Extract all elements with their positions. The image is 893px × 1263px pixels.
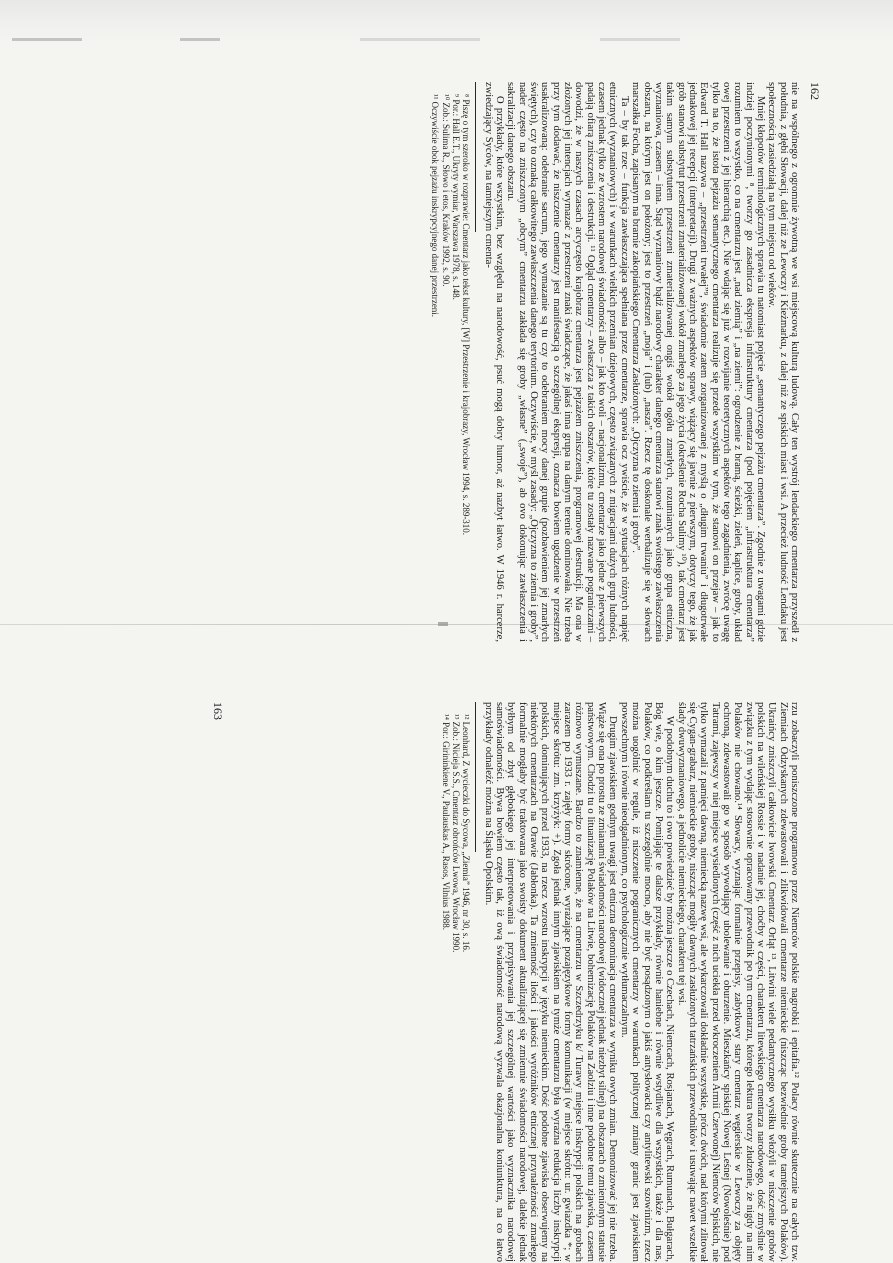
footnotes [430, 82, 471, 642]
paragraph: Ta – by tak rzec – funkcja zawłaszczająca spełniana przez cmentarze, sprawia ocz ywiście, że w sytuacjach różnych napięć etnicznych (wyznaniowych) i w warunkach wielkich przemian dziejowych, często związanych z migracjami dużych grup ludności, czasem jednak tylko ze wzrostem narodowej świadomości albo – jak kto woli – nacjonalizmu, cmentarze jako jedne z pierwszych padają ofiarą zniszczenia i destrukcji. ¹¹ Ogląd cmentarzy – zwłaszcza z takich obszarów, które tu zostały nazwane pograniczami – dowodzi, że w naszych czasach arcyczęsto krajobraz cmentarza jest pejzażem zniszczenia, programowej destrukcji. Ma ona w złożonych jej intencjach wymazać z przestrzeni znaki świadczące, że jakaś inna grupa na danym terenie dominowała. Nie trzeba przy tym dodawać, że niszczenie cmentarzy jest manifestacją o szczególnej ekspresji, oznacza bowiem ugodzenie w przestrzeń usakralizowaną: odebranie sacrum, jego wymazanie są tu czy to odebraniem mocy danej grupie (pozbawieniem jej zmarłych świętych), czy to oznaką całkowitego zawłaszczenia danego terytorium. Oczywiście, w myśl zasady: „Ojczyzna to ziemia i groby”, nader często na zniszczonym „obcym” cmentarzu zakłada się groby „własne” („swoje”), ab ovo dokonując zawłaszczenia i sakralizacji danego obszaru. [505, 82, 630, 642]
footnote: ⁸ Piszę o tym szeroko w rozprawie: Cmentarz jako tekst kultury, [W] Przestrzenie i krajobrazy, Wrocław 1994, s. 289-310. [461, 94, 472, 536]
paragraph: W podobnym duchu to i owo powiedzieć by można jeszcze o Czechach, Niemcach, Rosjanach, Węgrach, Rumunach, Bułgarach, Bóg wie, o kim jeszcze. Pomijając te dalsze przykłady, równie haniebne i równie wstydliwe dla wszystkich, także i dla nas, Polaków, co podkreślam tu szczególnie mocno, aby nie być posądzonym o jakiś antysłowacki czy antylitewski szowinizm, rzecz można uogólnić w regule, iż niszczenie pogranicznych cmentarzy w warunkach politycznej zmiany granic jest zjawiskiem powszechnym i równie nieodgadnionym, co psychologicznie wytłumaczalnym. [618, 702, 676, 1262]
paragraph: Mniej kłopotów terminologicznych sprawia tu natomiast pojęcie „semantyczego pejzażu cmentarza”. Zgodnie z uwagami gdzie indziej poczynionymi ⁸, tworzy go zasadnicza ekspresja infrastruktury cmentarza (pod pojęciem „infrastruktura cmentarza” rozumiem to wszystko, co na cmentarzu jest „nad ziemią” i „na ziemi”: ogrodzenie z bramą, ścieżki, zieleń, kaplice, groby, układ owej przestrzeni z jej hierarchią etc.). Nie wdając się już w rozwijanie teoretycznych aspektów tego zagadnienia, zwrócę uwagę tylko na to, że istota pejzażu semantycznego cmentarza realizuje się przede wszystkim w tym, że stanowi on przejaw – jak to Edward T. Hall nazywa – „przestrzeni trwałej”⁹, świadomie zatem zorganizowanej z myślą o „długim trwaniu” i długotrwałe jednakowej jej recepcji (interpretacji). Drugi z ważnych aspektów sprawy, wiążący się jawnie z pierwszym, dotyczy tego, że jak grób stanowi substytut przestrzeni zmaterializowanej wokół zmarłego za jego życia (określenie Rocha Sulimy ¹⁰), tak cmentarz jest takim samym substytutem przestrzeni zmaterializowanej ongiś wokół ogółu zmarłych, rozumianych jako grupa etniczna, wyznaniowa, czasem – inna. Stąd wyznaniowy bądź narodowy charakter danego cmentarza stanowi znak swoistego zawłaszczenia obszaru, na którym jest on położony; jest to przestrzeń „moja” i (lub) „nasza”. Rzecz tę doskonale werbalizuje się w słowach marszałka Focha, zapisanym na bramie zakopiańskiego Cmentarza Zasłużonych: „Ojczyzna to ziemia i groby”. [630, 82, 766, 642]
page-number: 163 [211, 702, 225, 720]
page-body [430, 82, 800, 642]
paragraph: rzu zobaczyli poniszczone programowo przez Niemców polskie nagrobki i epitafia.¹² Polacy równie skutecznie na całych tzw. Ziemiach Odzyskanych zdewastowali i zlikwidowali cmentarze niemieckie (niszcząc bezwiednie groby tamtejszych Polaków). Ukraińcy zniszczyli całkowicie lwowski Cmentarz Orląt ¹³, Litwini wiele pedantycznego wysiłku włożyli w niszczenie grobów polskich na wileńskiej Rossie i w nadanie jej, choćby w części, charakteru litewskiego cmentarza narodowego, dość zmyślnie w związku z tym wydając stosownie opracowany przewodnik po tym cmentarzu, którego lektura tworzy złudzenie, że nigdy na nim Polaków nie chowano.¹⁴ Słowacy, wyznając formalnie przepisy, zabytkowy stary cmentarz węgierskie w Lewoczy za objęty ochroną, zdewastowali go w sposób wywołujący ubolewanie i oburzenie. Mieszkańcy spiskiej Nowej Leśnej (Nowoleśnie) pod Tatrami, zajęwszy w niej miejsce wysiedlonych (część z nich uciekła przed wkroczeniem Armii Czerwonej) Niemców Spiskich, nie tylko wymazali z pamięci dawną, niemiecką nazwę wsi, ale wykarczowali dokładnie wszystkie, prócz dwóch, nad którymi zlitował się Cygan-grabarz, niemieckie groby, niszcząc mogiły dawnych zasłużonych tatrzańskich przewodników i usuwając nawet wszelkie ślady dwuwyznaniowego, a jednolicie niemieckiego, charakteru tej wsi. [675, 702, 800, 1262]
book-page-162 [0, 82, 822, 642]
page-number: 162 [808, 82, 822, 100]
scan-artifact [600, 38, 680, 41]
footnote: ¹³ Zob.: Nicieja S.S., Cmentarz obrońców Lwowa, Wrocław 1990. [451, 714, 462, 953]
paragraph: O przykłady, które wszystkim, bez względu na narodowość, psuć mogą dobry humor, aż nazbyt łatwo. W 1946 r. harcerze, zwiedzający Syców, na tamtejszym cmenta- [482, 82, 506, 642]
footnote: ¹¹ Oczywiście obok pejzażu inskrypcyjnego danej przestrzeni. [430, 94, 441, 318]
footnotes [440, 702, 471, 1262]
book-page-163 [0, 702, 800, 1262]
footnote: ¹² Leonhard, Z wycieczki do Sycowa, „Ziemia” 1946, nr 30, s. 16. [461, 714, 472, 953]
footnote-separator [475, 82, 476, 232]
footnote-separator [475, 702, 476, 852]
paragraph: nie na wspólnego z ogromnie żywotną we wsi miejscową kulturą ludową. Cały ten wystrój lendackiego cmentarza przyszedł z południa, z głębi Słowacji, dalej niż ze Lewoczy i Kieżmarku, z dalej niż ze spiskich miast i wsi. A przecież ludność Lendaku jest społecznością zasiedziałą na tym miejscu od wieków. [766, 82, 800, 642]
scan-artifact [360, 38, 480, 41]
footnote: ¹⁴ Por.: Girininkiene V., Paulauskas A., Rasos, Vilnius 1988. [440, 714, 451, 931]
scan-artifact [12, 38, 82, 41]
paragraph: Drugim zjawiskiem godnym uwagi jest etniczna denominacja cmentarza w wyniku owych zmian. Demonizować jej nie trzeba. Wiąże się ona po prostu ze zmianami świadomości narodowej (widocznej jednak niezbyt silnej) na obszarach o zmienionym statusie państwowym. Chodzi tu o lituanizację Polaków na Litwie, bohemizację Polaków na Zaolziu i inne podobne temu zjawiska, czasem różnowo wymuszane. Bardzo to znamienne, że na cmentarzu w Szczedrzyku k/ Turawy miejsce inskrypcji polskich na grobach zarazem po 1933 r. zajęły formy skrócone, wyrażające pozajęzykowe formy komunikacji (w miejsce skrótu: ur. gwiazdka *; w miejsce skrótu: zm. krzyżyk: +). Zgoła jednak innym zjawiskiem na tymże cmentarzu była wyraźna redukcja liczby inskrypcji polskich, dominujących przed 1933, na rzecz wzrostu inskrypcji w języku niemieckim. Dość podobne zjawiska obserwujemy na niektórych cmentarzach na Orawie (Jabłonka). Ta zmienność ilości i jakości wyróżników etnicznej przynależności zmarłego formalnie mogłaby być traktowana jako swoisty dokument aktualizującej się zmiennie świadomości narodowej, dalekie jednak byłbym od zbyt głębokiego jej interpretowania i przypisywania jej szczególnej wartości jako wyznacznika narodowej samoświadomości. Bywa bowiem często tak, iż ową świadomość narodową wyzwala okazjonalna koniunktura, na co łatwo przykłady odnaleźć można na Śląsku Opolskim. [482, 702, 619, 1262]
scan-artifact [180, 38, 220, 41]
footnote: ¹⁰ Zob.: Sulima R., Słowo i etos, Kraków 1992, s. 90. [440, 94, 451, 287]
footnote: ⁹ Por.: Hall E.T., Ukryty wymiar, Warszawa 1978, s. 148. [451, 94, 462, 300]
page-body [440, 702, 800, 1262]
